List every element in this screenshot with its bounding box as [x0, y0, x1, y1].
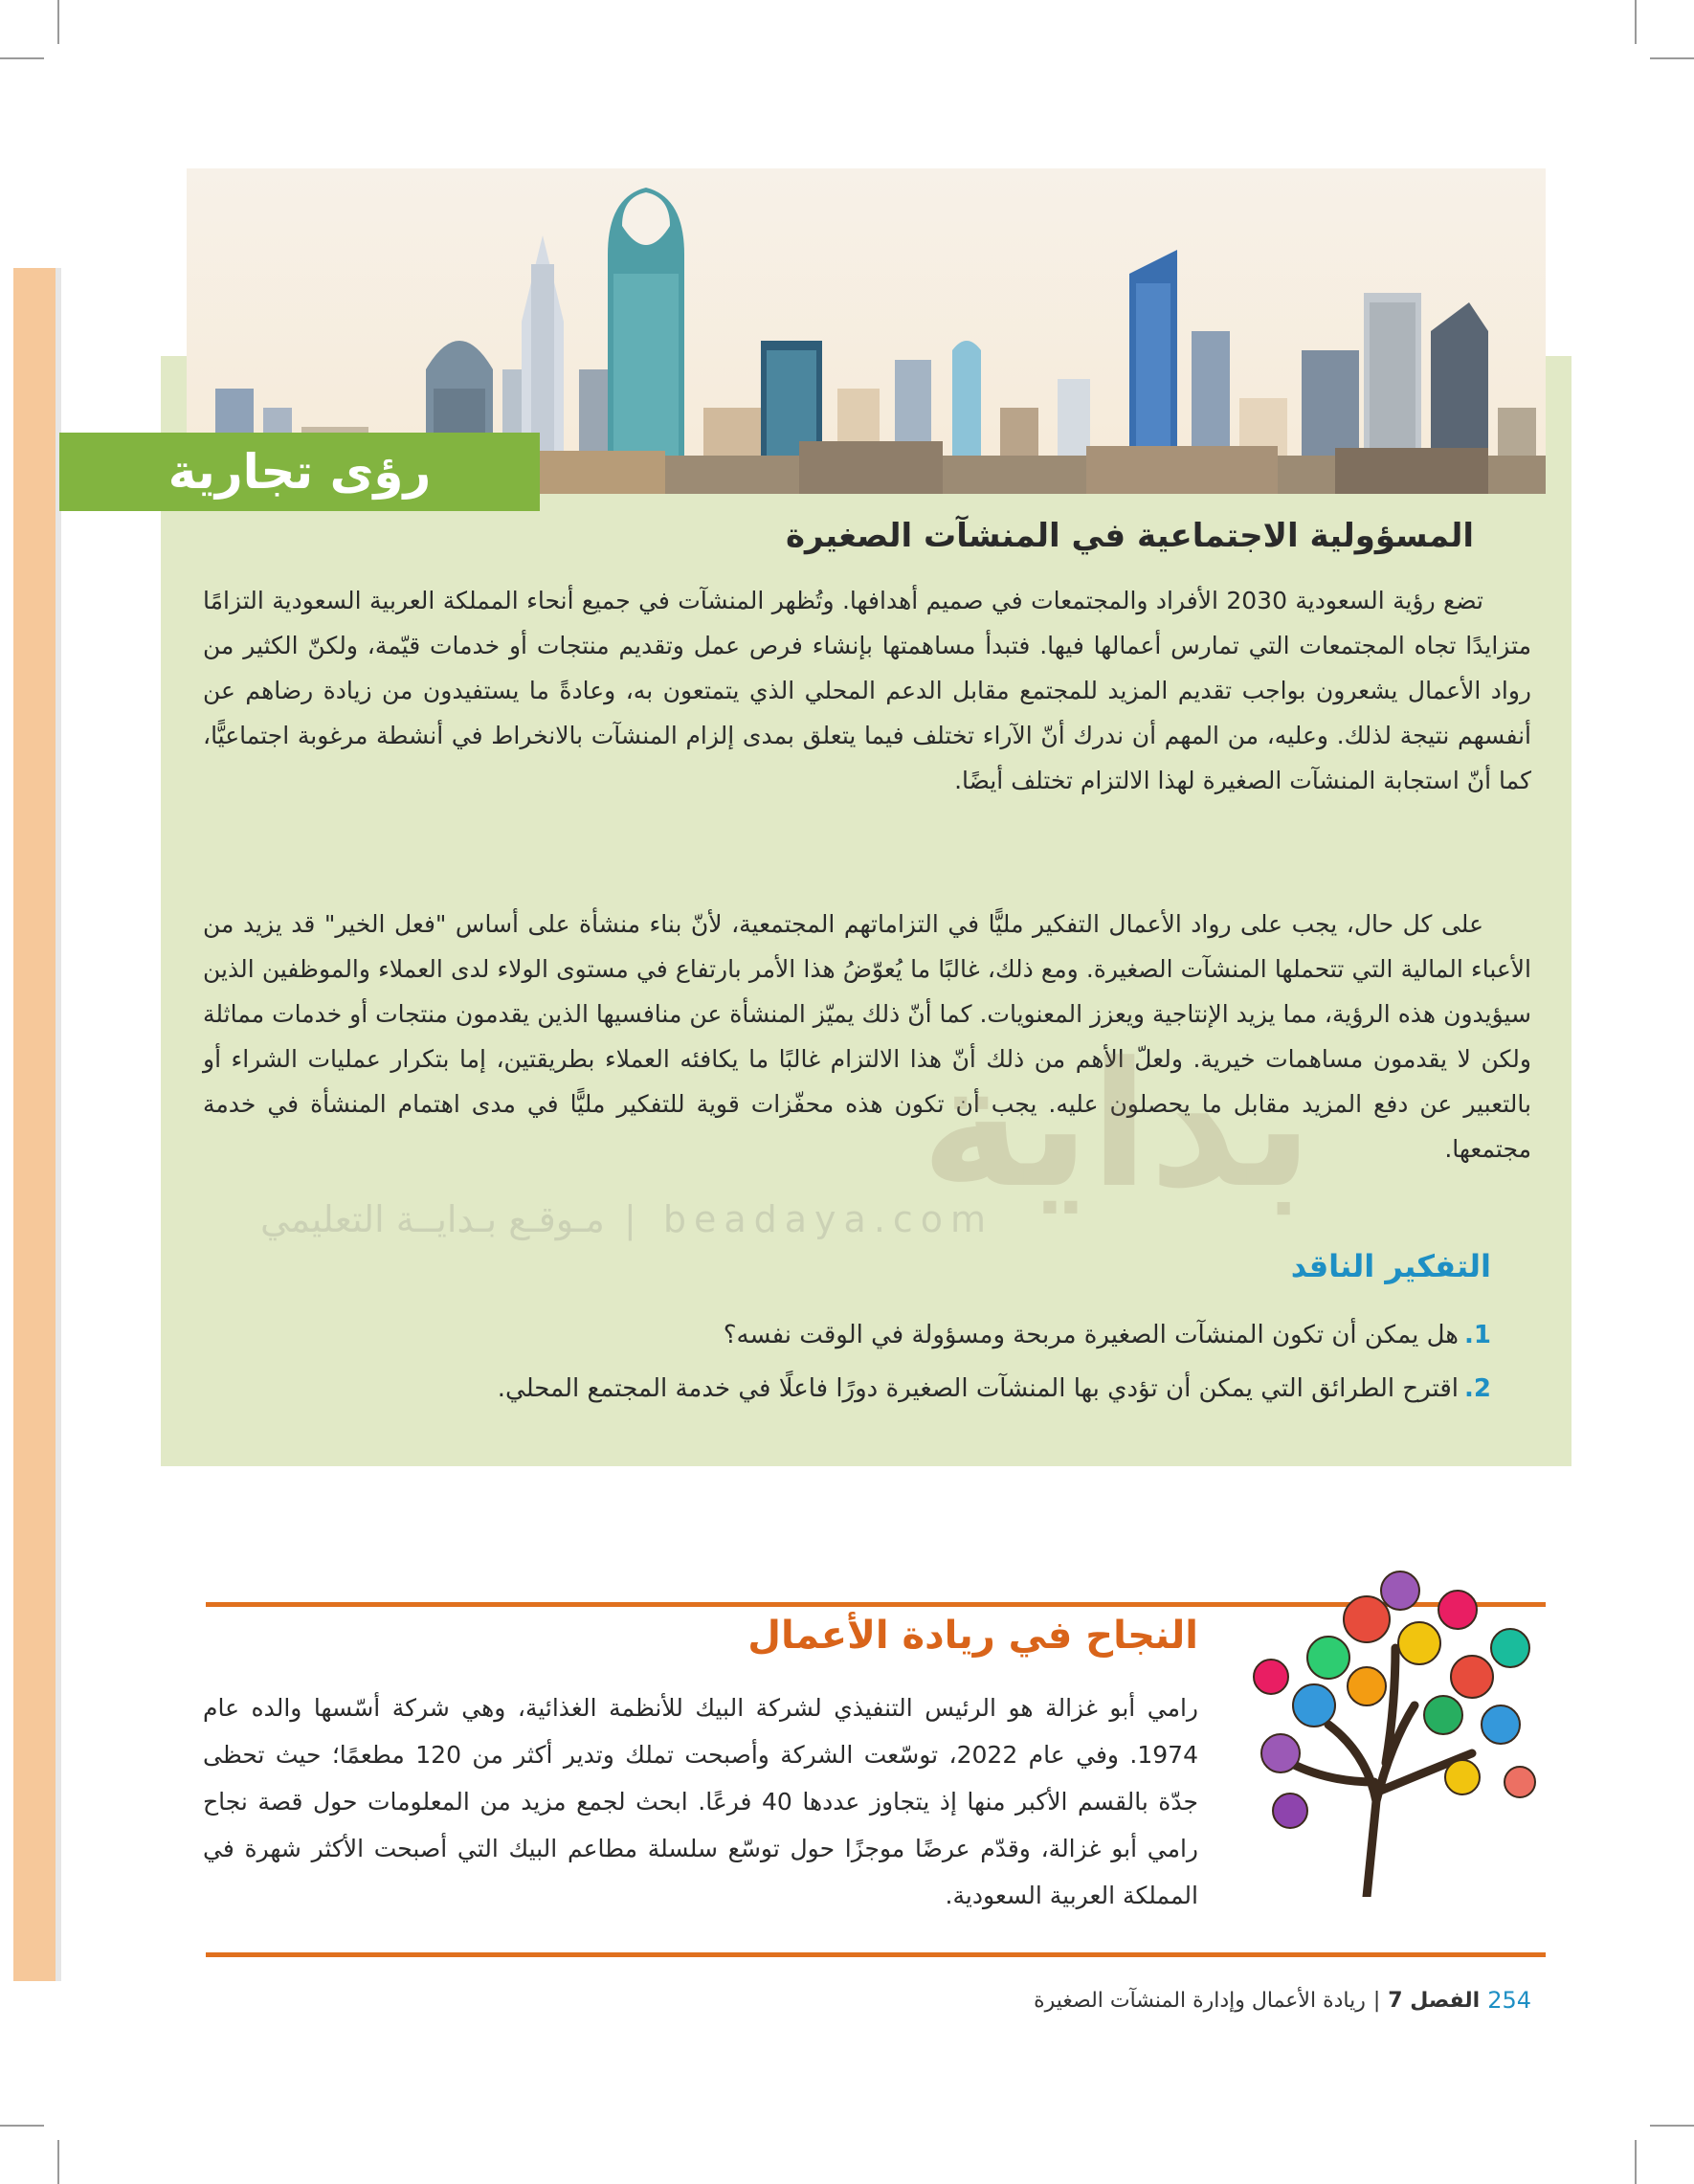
section-rule-bottom — [206, 1952, 1546, 1957]
chapter-title: ريادة الأعمال وإدارة المنشآت الصغيرة — [1034, 1988, 1366, 2013]
success-title: النجاح في ريادة الأعمال — [747, 1614, 1198, 1658]
question-number: 2. — [1464, 1374, 1491, 1403]
critical-thinking-heading: التفكير الناقد — [1290, 1248, 1491, 1284]
side-accent-bar — [13, 268, 56, 1981]
question-text: اقترح الطرائق التي يمكن أن تؤدي بها المنشآت الصغيرة دورًا فاعلًا في خدمة المجتمع المحلي. — [497, 1374, 1460, 1403]
success-paragraph: رامي أبو غزالة هو الرئيس التنفيذي لشركة البيك للأنظمة الغذائية، وهي شركة أسّسها والده عام 1974. وفي عام 2022، توسّعت الشركة وأصبحت تملك وتدير أكثر من 120 مطعمًا؛ حيث تحظى جدّة بالقسم الأكبر منها إذ يتجاوز عددها 40 فرعًا. ابحث لجمع مزيد من المعلومات حول قصة نجاح رامي أبو غزالة، وقدّم عرضًا موجزًا حول توسّع سلسلة مطاعم البيك التي أصبحت الأكثر شهرة في المملكة العربية السعودية. — [203, 1694, 1198, 1909]
body-paragraph-2: على كل حال، يجب على رواد الأعمال التفكير مليًّا في التزاماتهم المجتمعية، لأنّ بناء منشأة على أساس "فعل الخير" قد يزيد من الأعباء المالية التي تتحملها المنشآت الصغيرة. ومع ذلك، غالبًا ما يُعوّضُ هذا الأمر بارتفاع في مستوى الولاء لدى العملاء والموظفين الذين سيؤيدون هذه الرؤية، مما يزيد الإنتاجية ويعزز المعنويات. كما أنّ ذلك يميّز المنشأة عن منافسيها الذين يقدمون منتجات أو خدمات مماثلة ولكن لا يقدمون مساهمات خيرية. ولعلّ الأهم من ذلك أنّ هذا الالتزام غالبًا ما يكافئه العملاء بطريقتين، إما بتكرار عمليات الشراء أو بالتعبير عن دفع المزيد مقابل ما يحصلون عليه. يجب أن تكون هذه محفّزات قوية للتفكير مليًّا في مدى اهتمام المنشأة في خدمة مجتمعها. — [203, 910, 1531, 1163]
crop-mark — [57, 0, 59, 44]
question-item — [170, 1321, 1491, 1374]
crop-mark — [1650, 2125, 1694, 2127]
crop-mark — [1635, 2140, 1637, 2184]
lightbulb-tree-image — [1223, 1562, 1558, 1897]
footer-separator: | — [1372, 1988, 1381, 2013]
crop-mark — [57, 2140, 59, 2184]
question-list — [170, 1321, 1491, 1428]
crop-mark — [0, 57, 44, 59]
crop-mark — [1650, 57, 1694, 59]
question-item — [170, 1374, 1491, 1428]
question-text: هل يمكن أن تكون المنشآت الصغيرة مربحة ومسؤولة في الوقت نفسه؟ — [723, 1321, 1460, 1349]
chapter-label: الفصل 7 — [1388, 1988, 1481, 2013]
body-paragraph-1: تضع رؤية السعودية 2030 الأفراد والمجتمعات في صميم أهدافها. وتُظهر المنشآت في جميع أنحاء المملكة العربية السعودية التزامًا متزايدًا تجاه المجتمعات التي تمارس أعمالها فيها. فتبدأ مساهمتها بإنشاء فرص عمل وتقديم منتجات أو خدمات قيّمة، ولكنّ الكثير من رواد الأعمال يشعرون بواجب تقديم المزيد للمجتمع مقابل الدعم المحلي الذي يتمتعون به، وعادةً ما يستفيدون من زيادة رضاهم عن أنفسهم نتيجة لذلك. وعليه، من المهم أن ندرك أنّ الآراء تختلف فيما يتعلق بمدى إلزام المنشآت بالانخراط في أنشطة مرغوبة اجتماعيًّا، كما أنّ استجابة المنشآت الصغيرة لهذا الالتزام تختلف أيضًا. — [203, 587, 1531, 794]
lightbulb-tree-icon — [1223, 1562, 1558, 1897]
question-number: 1. — [1464, 1321, 1491, 1349]
page-footer — [1034, 1987, 1531, 2014]
crop-mark — [0, 2125, 44, 2127]
feature-title: المسؤولية الاجتماعية في المنشآت الصغيرة — [785, 517, 1474, 555]
page-number: 254 — [1487, 1987, 1531, 2014]
section-tag: رؤى تجارية — [59, 433, 540, 511]
crop-mark — [1635, 0, 1637, 44]
